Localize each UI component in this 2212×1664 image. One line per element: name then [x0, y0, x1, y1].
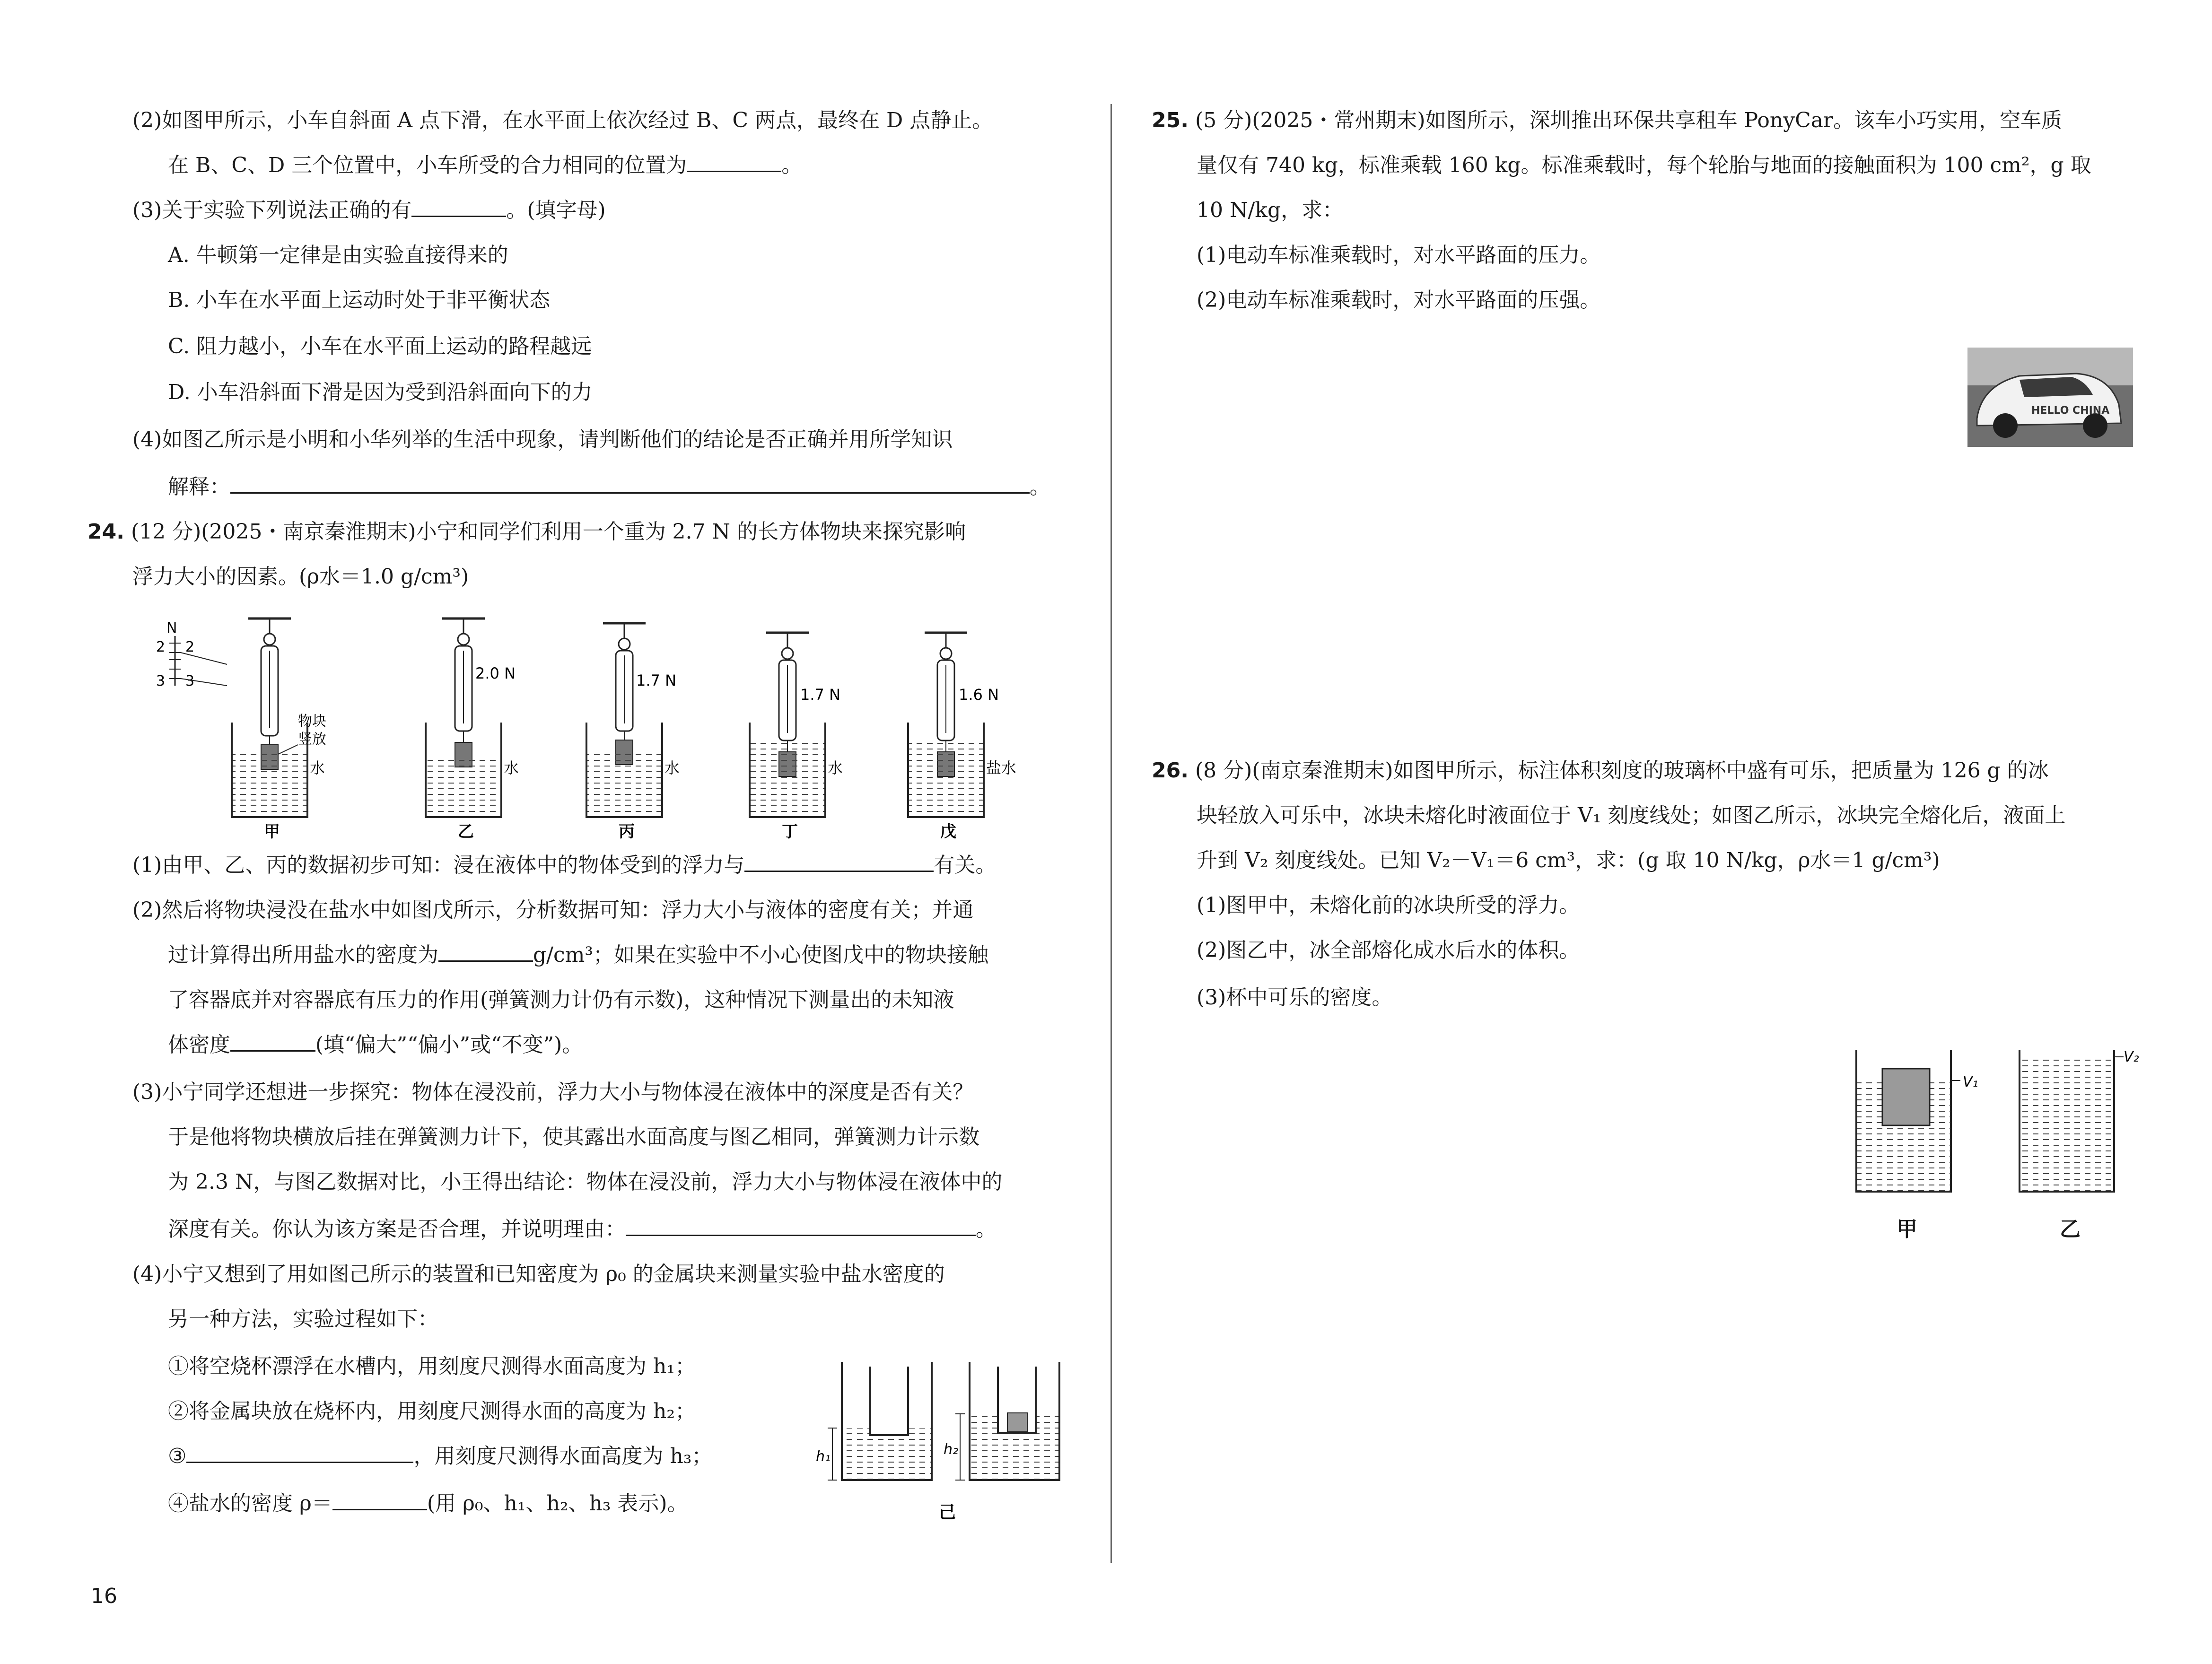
q25-line2: 量仅有 740 kg，标准乘载 160 kg。标准乘载时，每个轮胎与地面的接触面积为 100 cm²，g 取: [1197, 153, 2091, 177]
q23-part3: (3)关于实验下列说法正确的有 。(填字母): [132, 196, 606, 225]
figure-label: 丁: [782, 822, 798, 841]
q26-part1: (1)图甲中，未熔化前的冰块所受的浮力。: [1197, 893, 1580, 917]
column-divider: [1110, 104, 1112, 1563]
liquid-label: 盐水: [986, 759, 1017, 777]
setup-ding: [750, 633, 843, 841]
h2-label: h₂: [944, 1441, 959, 1458]
scale-tick: 2: [185, 639, 195, 655]
answer-blank[interactable]: [744, 852, 934, 872]
q24-part2-line3: 了容器底并对容器底有压力的作用(弹簧测力计仍有示数)，这种情况下测量出的未知液: [168, 988, 954, 1012]
v1-label: V₁: [1963, 1074, 1978, 1090]
fig-ji: [804, 1357, 1069, 1527]
q24-figure: [156, 610, 1064, 842]
option-c: C. 阻力越小，小车在水平面上运动的路程越远: [168, 334, 592, 358]
figure-label: 丙: [619, 822, 635, 841]
answer-blank[interactable]: [332, 1490, 427, 1510]
q24-part3-line2: 于是他将物块横放后挂在弹簧测力计下，使其露出水面高度与图乙相同，弹簧测力计示数: [168, 1125, 979, 1149]
q24-part2-line2: 过计算得出所用盐水的密度为 g/cm³；如果在实验中不小心使图戊中的物块接触: [168, 941, 988, 969]
answer-blank[interactable]: [626, 1216, 976, 1236]
ponycar-photo: [1967, 348, 2133, 447]
scale-tick: 2: [156, 639, 166, 655]
q23-part2-line2: 在 B、C、D 三个位置中，小车所受的合力相同的位置为 。: [168, 151, 802, 180]
q24-line2: 浮力大小的因素。(ρ水＝1.0 g/cm³): [132, 565, 469, 589]
answer-blank[interactable]: [438, 941, 533, 962]
answer-blank[interactable]: [687, 152, 781, 172]
q23-part4-line2: 解释： 。: [168, 473, 1050, 501]
figure-label: 己: [939, 1503, 956, 1522]
step-3: ③ ，用刻度尺测得水面高度为 h₃；: [168, 1442, 712, 1471]
v2-label: V₂: [2124, 1049, 2139, 1065]
scale-tick: 3: [185, 673, 195, 689]
q24-line1: 24. (12 分)(2025・南京秦淮期末)小宁和同学们利用一个重为 2.7 N 的长方体物块来探究影响: [87, 520, 966, 544]
q24-part1: (1)由甲、乙、丙的数据初步可知：浸在液体中的物体受到的浮力与 有关。: [132, 851, 996, 880]
liquid-label: 水: [504, 759, 519, 777]
q23-part4-line1: (4)如图乙所示是小明和小华列举的生活中现象，请判断他们的结论是否正确并用所学知识: [132, 427, 953, 452]
q26-line1: 26. (8 分)(南京秦淮期末)如图甲所示，标注体积刻度的玻璃杯中盛有可乐，把质量为 126 g 的冰: [1152, 758, 2049, 783]
block-note: 物块: [298, 713, 326, 730]
reading-label: 1.7 N: [636, 671, 676, 689]
question-number: 24.: [87, 520, 124, 544]
answer-blank[interactable]: [186, 1443, 413, 1463]
q25-part2: (2)电动车标准乘载时，对水平路面的压强。: [1197, 288, 1601, 312]
q24-part2-line4: 体密度 (填“偏大”“偏小”或“不变”)。: [168, 1031, 583, 1059]
setup-bing: [586, 623, 680, 841]
q24-part4-line2: 另一种方法，实验过程如下：: [168, 1307, 438, 1331]
q26-part3: (3)杯中可乐的密度。: [1197, 985, 1393, 1010]
q25-part1: (1)电动车标准乘载时，对水平路面的压力。: [1197, 243, 1601, 267]
page-number: 16: [91, 1584, 117, 1608]
figure-label: 乙: [458, 822, 474, 841]
q24-part3-line3: 为 2.3 N，与图乙数据对比，小王得出结论：物体在浸没前，浮力大小与物体浸在液体中的: [168, 1170, 1003, 1194]
step-2: ②将金属块放在烧杯内，用刻度尺测得水面的高度为 h₂；: [168, 1399, 696, 1423]
option-a: A. 牛顿第一定律是由实验直接得来的: [168, 243, 508, 267]
scale-tick: 3: [156, 673, 166, 689]
q26-part2: (2)图乙中，冰全部熔化成水后水的体积。: [1197, 938, 1580, 962]
answer-blank[interactable]: [411, 197, 506, 217]
figure-label-jia: 甲: [1897, 1217, 1917, 1241]
q25-line3: 10 N/kg，求：: [1197, 198, 1344, 222]
reading-label: 1.7 N: [800, 686, 840, 704]
reading-label: 2.0 N: [475, 664, 516, 682]
q24-part2-line1: (2)然后将物块浸没在盐水中如图戊所示，分析数据可知：浮力大小与液体的密度有关；并通: [132, 898, 974, 922]
figure-label: 戊: [940, 822, 956, 841]
reading-label: 1.6 N: [959, 686, 999, 704]
answer-blank[interactable]: [230, 1031, 315, 1052]
scale-unit-label: N: [166, 620, 177, 636]
q26-figure: [1845, 1040, 2176, 1211]
step-4: ④盐水的密度 ρ＝ (用 ρ₀、h₁、h₂、h₃ 表示)。: [168, 1490, 688, 1518]
q26-line3: 升到 V₂ 刻度线处。已知 V₂－V₁＝6 cm³，求：(g 取 10 N/kg，ρ水＝1 g/cm³): [1197, 848, 1940, 872]
liquid-label: 水: [664, 759, 680, 777]
q26-line2: 块轻放入可乐中，冰块未熔化时液面位于 V₁ 刻度线处；如图乙所示，冰块完全熔化后，液面上: [1197, 803, 2066, 828]
question-number: 25.: [1152, 108, 1189, 132]
figure-label-yi: 乙: [2060, 1217, 2081, 1241]
setup-wu: [908, 633, 1016, 841]
liquid-label: 水: [828, 759, 843, 777]
answer-blank[interactable]: [230, 473, 1030, 494]
question-number: 26.: [1152, 758, 1189, 783]
q24-part4-line1: (4)小宁又想到了用如图己所示的装置和已知密度为 ρ₀ 的金属块来测量实验中盐水密度的: [132, 1262, 945, 1286]
block-note: 竖放: [298, 731, 326, 748]
liquid-label: 水: [310, 759, 325, 777]
scale-detail: [156, 620, 227, 689]
q25-line1: 25. (5 分)(2025・常州期末)如图所示，深圳推出环保共享租车 PonyCar。该车小巧实用，空车质: [1152, 108, 2062, 132]
setup-jia: [232, 619, 326, 841]
q23-part2-line1: (2)如图甲所示，小车自斜面 A 点下滑，在水平面上依次经过 B、C 两点，最终在 D 点静止。: [132, 108, 993, 132]
h1-label: h₁: [816, 1448, 831, 1465]
q24-part3-line1: (3)小宁同学还想进一步探究：物体在浸没前，浮力大小与物体浸在液体中的深度是否有关？: [132, 1080, 974, 1104]
step-1: ①将空烧杯漂浮在水槽内，用刻度尺测得水面高度为 h₁；: [168, 1354, 696, 1378]
option-b: B. 小车在水平面上运动时处于非平衡状态: [168, 288, 551, 312]
option-d: D. 小车沿斜面下滑是因为受到沿斜面向下的力: [168, 380, 593, 404]
car-decal: HELLO CHINA: [2031, 405, 2110, 417]
q24-part3-line4: 深度有关。你认为该方案是否合理，并说明理由： 。: [168, 1215, 997, 1244]
setup-yi: [426, 619, 519, 841]
figure-label: 甲: [264, 822, 280, 841]
